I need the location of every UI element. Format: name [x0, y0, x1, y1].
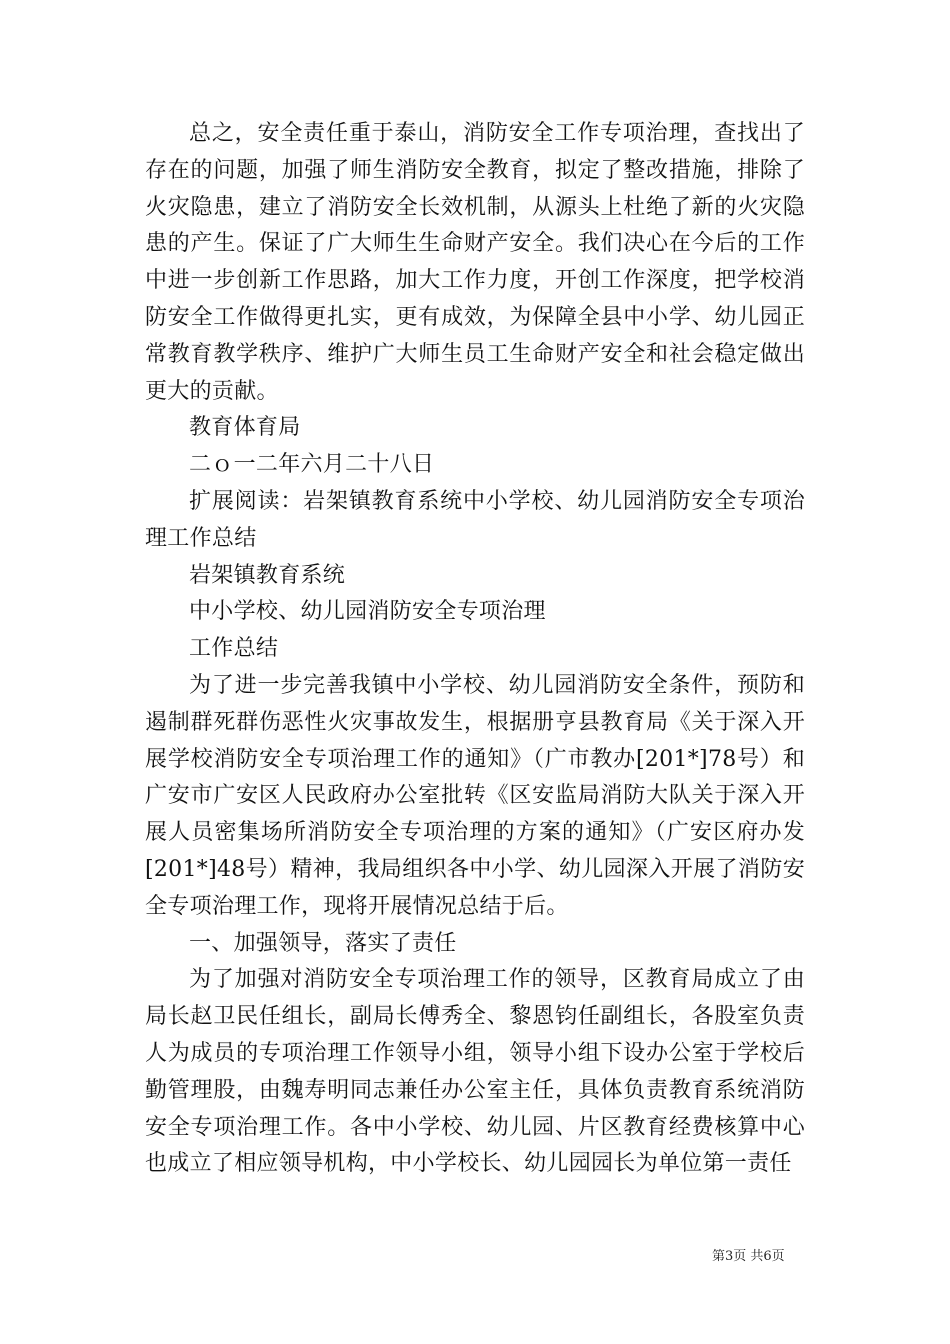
- title-line-1: 岩架镇教育系统: [189, 562, 346, 588]
- title-line-3: 工作总结: [189, 636, 279, 662]
- title-line-2: 中小学校、幼儿园消防安全专项治理: [189, 599, 546, 625]
- extended-reading-heading: 扩展阅读：岩架镇教育系统中小学校、幼儿园消防安全专项治理工作总结: [145, 488, 805, 551]
- document-body: [145, 116, 805, 1183]
- page-number-footer: 第3页 共6页: [712, 1249, 785, 1264]
- paragraph-introduction: 为了进一步完善我镇中小学校、幼儿园消防安全条件，预防和遏制群死群伤恶性火灾事故发生，根据册亨县教育局《关于深入开展学校消防安全专项治理工作的通知》（广市教办[201*]78号）和广安市广安区人民政府办公室批转《区安监局消防大队关于深入开展人员密集场所消防安全专项治理的方案的通知》（广安区府办发[201*]48号）精神，我局组织各中小学、幼儿园深入开展了消防安全专项治理工作，现将开展情况总结于后。: [145, 672, 805, 919]
- paragraph-conclusion: 总之，安全责任重于泰山，消防安全工作专项治理，查找出了存在的问题，加强了师生消防安全教育，拟定了整改措施，排除了火灾隐患，建立了消防安全长效机制，从源头上杜绝了新的火灾隐患的产生。保证了广大师生生命财产安全。我们决心在今后的工作中进一步创新工作思路，加大工作力度，开创工作深度，把学校消防安全工作做得更扎实，更有成效，为保障全县中小学、幼儿园正常教育教学秩序、维护广大师生员工生命财产安全和社会稳定做出更大的贡献。: [145, 121, 805, 404]
- paragraph-leadership: 为了加强对消防安全专项治理工作的领导，区教育局成立了由局长赵卫民任组长，副局长傅秀全、黎恩钧任副组长，各股室负责人为成员的专项治理工作领导小组，领导小组下设办公室于学校后勤管理股，由魏寿明同志兼任办公室主任，具体负责教育系统消防安全专项治理工作。各中小学校、幼儿园、片区教育经费核算中心也成立了相应领导机构，中小学校长、幼儿园园长为单位第一责任: [145, 967, 805, 1177]
- signature-organization: 教育体育局: [189, 415, 301, 441]
- signature-date: 二ｏ一二年六月二十八日: [189, 452, 435, 478]
- section-heading-1: 一、加强领导，落实了责任: [189, 930, 457, 956]
